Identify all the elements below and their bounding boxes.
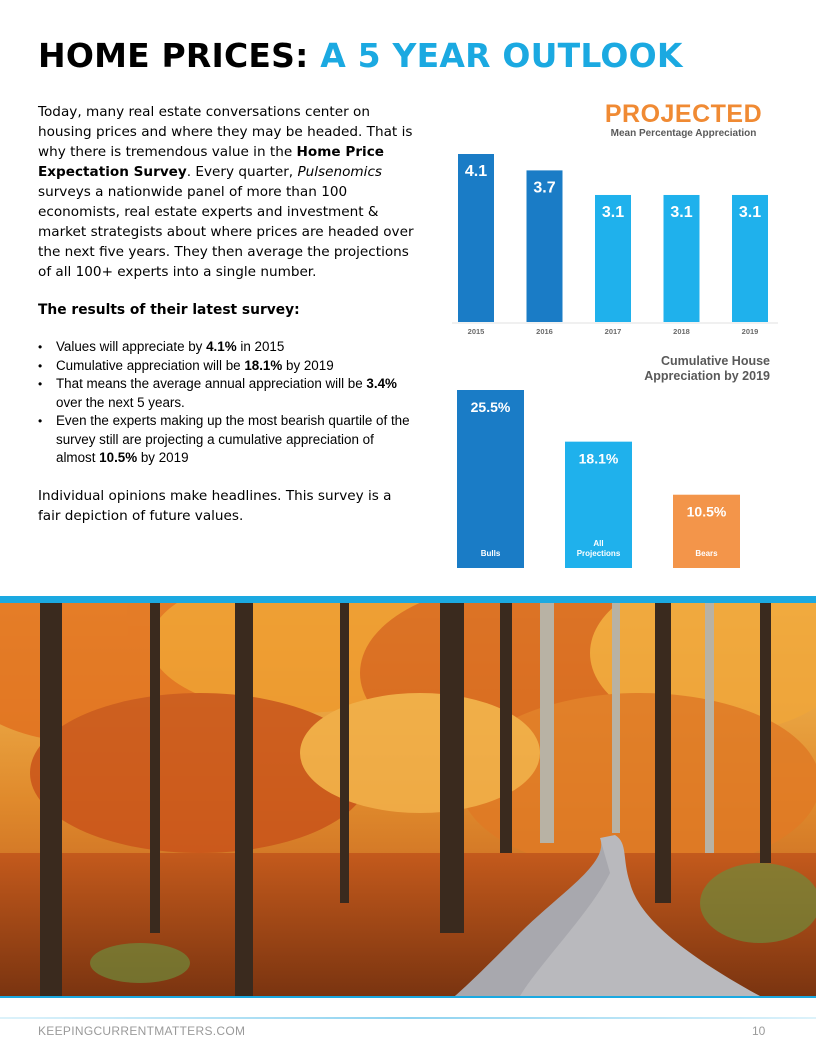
bar-value-label: 3.1 xyxy=(601,203,625,221)
bullet-text: Even the experts making up the most bearish quartile of the survey still are projecting a cumulative appreciation of almost xyxy=(56,413,410,465)
x-tick-label: 2016 xyxy=(536,327,553,336)
photo-border-bottom xyxy=(0,996,816,998)
bullet-text: over the next 5 years. xyxy=(56,394,185,410)
bullet-value: 18.1% xyxy=(244,357,283,373)
projected-chart-title: PROJECTED xyxy=(604,100,763,128)
page-title xyxy=(38,36,683,75)
intro-part-2: . Every quarter, xyxy=(186,164,298,180)
projected-chart-subtitle: Mean Percentage Appreciation xyxy=(610,128,757,139)
x-tick-label: 2018 xyxy=(673,327,690,336)
survey-name: Home Price Expectation Survey xyxy=(38,144,384,180)
autumn-forest-road-photo xyxy=(0,603,816,996)
results-list xyxy=(38,338,416,468)
bullet-value: 10.5% xyxy=(99,450,138,465)
article-text xyxy=(38,102,416,526)
bar-value-label: 3.1 xyxy=(738,203,762,221)
category-label: All xyxy=(593,539,604,548)
footer-site: KEEPINGCURRENTMATTERS.COM xyxy=(38,1024,246,1038)
bullet-value: 3.4% xyxy=(366,376,397,391)
bullet-text: by 2019 xyxy=(137,450,189,465)
projected-appreciation-chart xyxy=(452,150,778,342)
photo-border-top xyxy=(0,596,816,603)
bullet-text: Values will appreciate by xyxy=(56,339,207,354)
bar-value-label: 10.5% xyxy=(686,503,727,520)
projected-chart-header xyxy=(596,100,771,140)
company-name: Pulsenomics xyxy=(297,164,382,180)
x-tick-label: 2017 xyxy=(604,327,622,336)
intro-paragraph xyxy=(38,102,416,282)
bar-value-label: 4.1 xyxy=(464,163,488,180)
title-main: HOME PRICES: xyxy=(38,36,309,75)
list-item xyxy=(38,338,416,357)
spacer xyxy=(38,282,416,300)
cumulative-appreciation-chart xyxy=(452,386,778,572)
list-item xyxy=(38,412,416,468)
category-label: Projections xyxy=(576,549,621,558)
bullet-value: 4.1% xyxy=(206,339,237,354)
bullet-text: by 2019 xyxy=(282,357,334,373)
category-label: Bulls xyxy=(480,549,501,558)
list-item xyxy=(38,357,416,376)
closing-paragraph: Individual opinions make headlines. This survey is a fair depiction of future values. xyxy=(38,487,392,524)
page-number: 10 xyxy=(752,1024,766,1038)
results-heading: The results of their latest survey: xyxy=(38,302,300,318)
bar-value-label: 3.1 xyxy=(670,203,693,221)
intro-part-3: surveys a nationwide panel of more than 100 economists, real estate experts and investment & market strategists about where prices are headed over the next five years. They then average the projections of all 100+ experts into a single number. xyxy=(38,184,414,280)
bar-value-label: 18.1% xyxy=(578,450,619,467)
bullet-text: Cumulative appreciation will be xyxy=(56,357,245,373)
x-tick-label: 2019 xyxy=(741,327,759,336)
title-accent: A 5 YEAR OUTLOOK xyxy=(320,36,683,75)
list-item xyxy=(38,375,416,412)
bar-bulls xyxy=(457,390,524,568)
bar-value-label: 25.5% xyxy=(470,399,511,415)
intro-part-1: Today, many real estate conversations center on housing prices and where they may be headed. That is why there is tremendous value in the xyxy=(38,104,413,160)
x-tick-label: 2015 xyxy=(467,327,485,336)
cumulative-chart-title: Cumulative House Appreciation by 2019 xyxy=(644,354,770,383)
bullet-text: That means the average annual appreciation will be xyxy=(56,376,367,391)
bar-value-label: 3.7 xyxy=(533,179,556,197)
bullet-text: in 2015 xyxy=(236,339,285,354)
category-label: Bears xyxy=(695,549,718,558)
footer-divider xyxy=(0,1017,816,1019)
